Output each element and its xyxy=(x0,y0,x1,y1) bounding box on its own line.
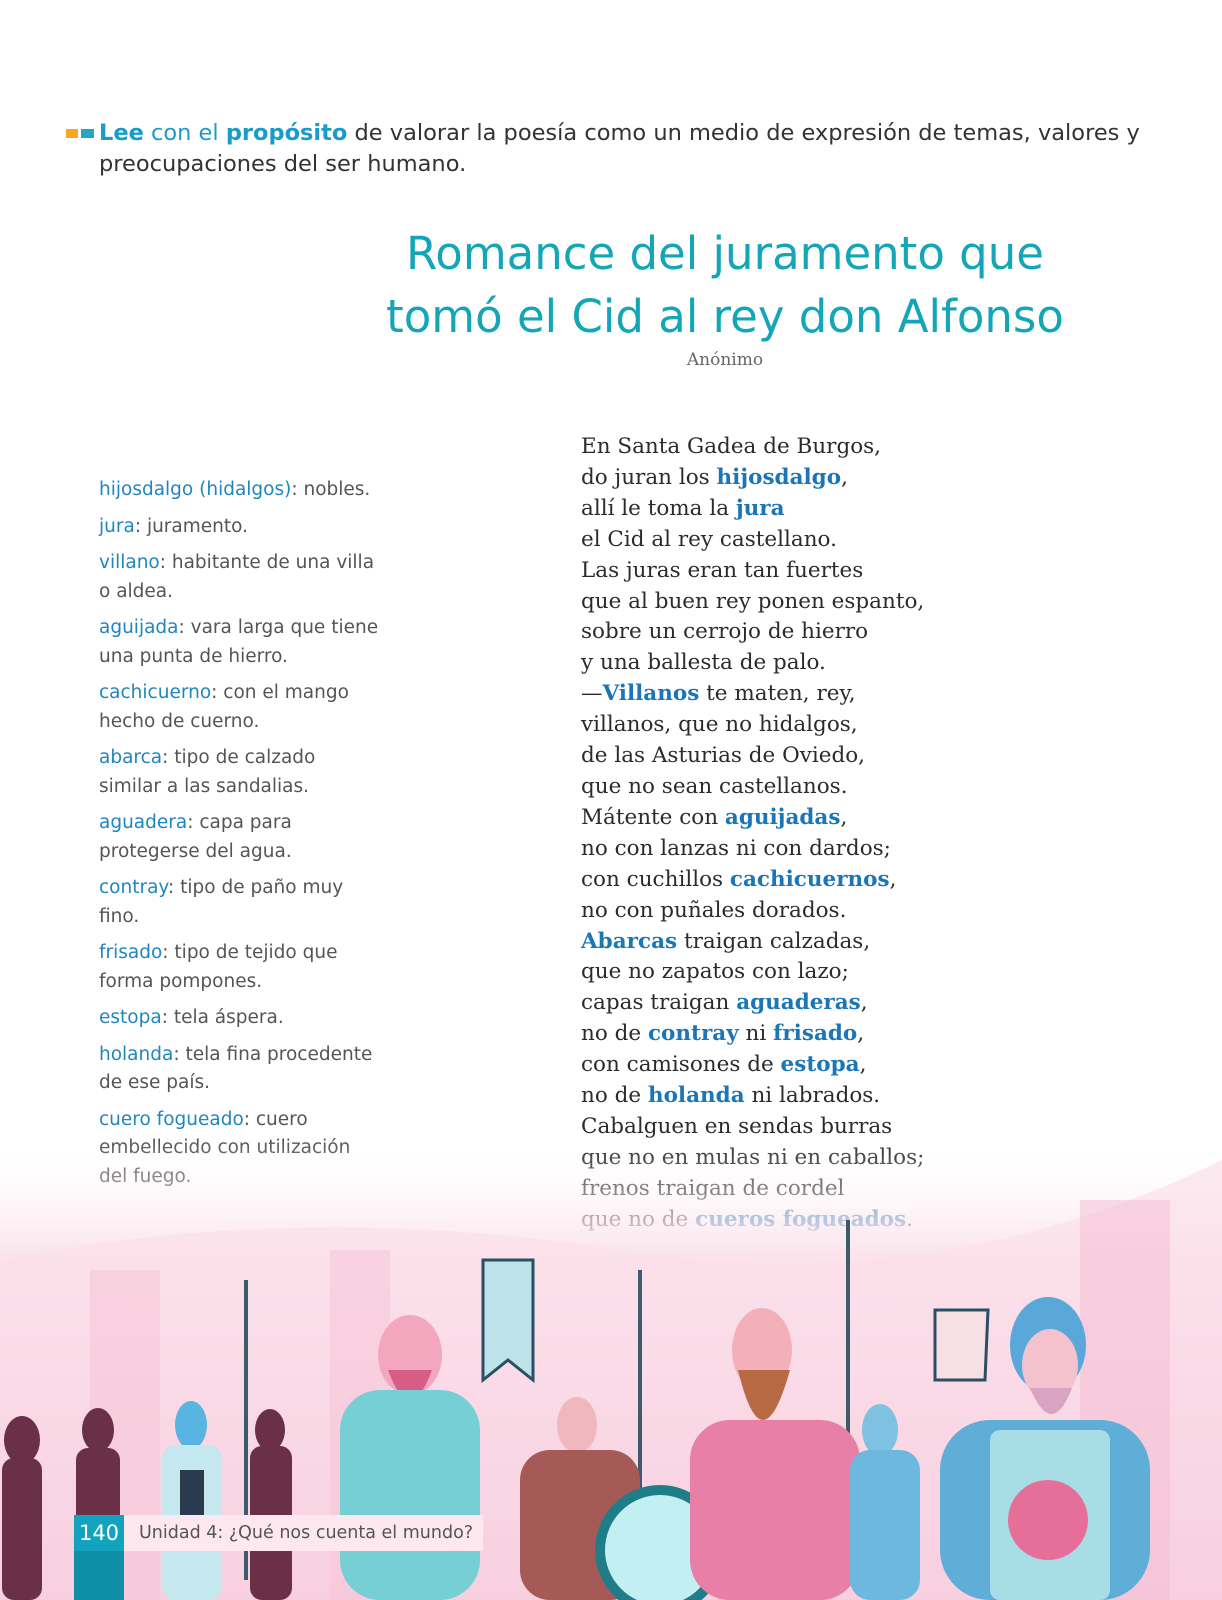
poem-text-segment: allí le toma la xyxy=(581,495,736,521)
poem-line xyxy=(581,957,981,988)
poem-line xyxy=(581,988,981,1019)
glossary-term: cuero fogueado xyxy=(99,1108,244,1130)
poem-text-segment: no de xyxy=(581,1083,648,1109)
glossary-definition: cuero xyxy=(255,1108,308,1130)
purpose-lee: Lee xyxy=(99,120,144,146)
poem-text-segment: de las Asturias de Oviedo, xyxy=(581,743,866,769)
glossary xyxy=(99,476,379,1199)
poem-text-segment: , xyxy=(889,866,897,892)
poem-text-segment: con camisones de xyxy=(581,1052,781,1078)
glossary-definition: con el mango hecho de cuerno. xyxy=(99,682,349,732)
poem-line xyxy=(581,463,981,494)
poem-title-line-1: Romance del juramento que xyxy=(406,227,1044,280)
poem-line xyxy=(581,741,981,772)
page-number: 140 xyxy=(74,1515,124,1551)
poem-line xyxy=(581,1019,981,1050)
glossary-colon: : xyxy=(173,1043,186,1065)
purpose-con-el: con el xyxy=(143,120,226,146)
poem-text-segment: — xyxy=(581,681,603,707)
poem-line xyxy=(581,556,981,587)
poem-text-segment: que no zapatos con lazo; xyxy=(581,959,849,985)
glossary-definition: habitante de una villa o aldea. xyxy=(99,552,375,602)
glossary-term: aguadera xyxy=(99,812,188,833)
poem-text-segment: el Cid al rey castellano. xyxy=(581,526,837,552)
glossary-entry xyxy=(99,744,379,801)
poem-text-segment: , xyxy=(859,1052,867,1078)
glossary-term: estopa xyxy=(99,1007,162,1028)
poem-text-segment: con cuchillos xyxy=(581,866,730,892)
glossary-colon: : xyxy=(291,479,304,500)
glossary-entry xyxy=(99,809,379,866)
poem-line xyxy=(581,525,981,556)
glossary-word: Villanos xyxy=(602,681,700,707)
glossary-word: frisado xyxy=(773,1021,858,1047)
poem-author: Anónimo xyxy=(686,350,764,370)
glossary-term: abarca xyxy=(99,747,163,768)
glossary-entry xyxy=(99,679,379,736)
glossary-colon: : xyxy=(243,1108,256,1130)
poem-text-segment: villanos, que no hidalgos, xyxy=(581,712,858,738)
glossary-definition: tipo de tejido que forma pompones. xyxy=(99,942,338,992)
glossary-word: cachicuernos xyxy=(729,866,890,892)
poem-text-segment: no con puñales dorados. xyxy=(581,897,847,923)
glossary-entry xyxy=(99,874,379,931)
glossary-term: cachicuerno xyxy=(99,682,212,703)
poem-text-segment: traigan calzadas, xyxy=(677,928,871,954)
poem-line xyxy=(581,896,981,927)
poem-line xyxy=(581,803,981,834)
poem-line xyxy=(581,1081,981,1112)
footer-strip xyxy=(74,1551,124,1600)
purpose-marker-icon xyxy=(66,129,94,138)
glossary-word: estopa xyxy=(780,1052,860,1078)
glossary-definition: tipo de calzado similar a las sandalias. xyxy=(99,747,316,797)
glossary-term: hijosdalgo (hidalgos) xyxy=(99,479,292,500)
glossary-term: villano xyxy=(99,552,160,573)
poem-text-segment: ni xyxy=(738,1021,774,1047)
poem-line xyxy=(581,617,981,648)
poem-text-segment: Cabalguen en sendas burras xyxy=(581,1113,893,1139)
poem-text-segment: do juran los xyxy=(581,464,717,490)
poem-line xyxy=(581,834,981,865)
poem-text xyxy=(581,432,981,1236)
glossary-word: aguijadas xyxy=(724,804,841,830)
glossary-definition: nobles. xyxy=(303,479,371,500)
glossary-colon: : xyxy=(162,942,175,963)
glossary-colon: : xyxy=(159,552,172,573)
poem-text-segment: , xyxy=(857,1021,865,1047)
glossary-word: jura xyxy=(735,495,785,521)
glossary-term: holanda xyxy=(99,1043,174,1065)
glossary-definition: tipo de paño muy fino. xyxy=(99,877,344,927)
glossary-definition: tela fina procedente de ese país. xyxy=(99,1043,373,1093)
glossary-definition: tela áspera. xyxy=(173,1007,284,1028)
glossary-entry xyxy=(99,939,379,996)
poem-line xyxy=(581,1050,981,1081)
poem-line xyxy=(581,772,981,803)
glossary-colon: : xyxy=(161,1007,174,1028)
glossary-colon: : xyxy=(211,682,224,703)
poem-text-segment: que al buen rey ponen espanto, xyxy=(581,588,925,614)
glossary-entry xyxy=(99,1041,379,1098)
glossary-colon: : xyxy=(134,515,147,537)
glossary-definition: juramento. xyxy=(146,515,249,537)
poem-text-segment: sobre un cerrojo de hierro xyxy=(581,619,869,645)
unit-label: Unidad 4: ¿Qué nos cuenta el mundo? xyxy=(124,1515,483,1551)
glossary-term: contray xyxy=(99,877,169,898)
poem-text-segment: y una ballesta de palo. xyxy=(581,650,826,676)
poem-text-segment: que no sean castellanos. xyxy=(581,773,848,799)
glossary-entry xyxy=(99,1004,379,1033)
poem-text-segment: capas traigan xyxy=(581,990,737,1016)
poem-text-segment: Mátente con xyxy=(581,804,725,830)
poem-line xyxy=(581,432,981,463)
poem-line xyxy=(581,648,981,679)
poem-text-segment: , xyxy=(841,464,848,490)
glossary-colon: : xyxy=(168,877,181,898)
poem-text-segment: , xyxy=(860,990,868,1016)
poem-text-segment: En Santa Gadea de Burgos, xyxy=(581,434,882,459)
poem-text-segment: te maten, rey, xyxy=(699,681,856,707)
poem-text-segment: ni labrados. xyxy=(744,1083,881,1109)
reading-purpose xyxy=(66,118,1156,180)
reading-purpose-text xyxy=(66,118,1156,180)
purpose-rest: de valorar la poesía como un medio de expresión de temas, valores y preocupaciones del ser humano. xyxy=(99,120,1140,177)
poem-text-segment: , xyxy=(840,804,848,830)
poem-line xyxy=(581,494,981,525)
glossary-word: contray xyxy=(647,1021,739,1047)
poem-title-line-2: tomó el Cid al rey don Alfonso xyxy=(386,290,1064,343)
glossary-entry xyxy=(99,549,379,606)
glossary-colon: : xyxy=(178,617,191,638)
glossary-word: hijosdalgo xyxy=(716,464,842,490)
poem-text-segment: Las juras eran tan fuertes xyxy=(581,557,864,583)
glossary-entry xyxy=(99,614,379,671)
glossary-definition: capa para protegerse del agua. xyxy=(99,812,292,862)
glossary-entry xyxy=(99,513,379,542)
glossary-word: Abarcas xyxy=(581,928,678,954)
glossary-colon: : xyxy=(162,747,175,768)
glossary-word: aguaderas xyxy=(736,990,861,1016)
glossary-term: aguijada xyxy=(99,617,179,638)
poem-line xyxy=(581,865,981,896)
glossary-entry xyxy=(99,476,379,505)
glossary-term: frisado xyxy=(99,942,163,963)
glossary-definition: vara larga que tiene una punta de hierro. xyxy=(99,617,379,667)
poem-line xyxy=(581,710,981,741)
poem-line xyxy=(581,587,981,618)
poem-text-segment: no de xyxy=(581,1021,648,1047)
poem-line xyxy=(581,1112,981,1143)
poem-line xyxy=(581,679,981,710)
glossary-colon: : xyxy=(187,812,200,833)
glossary-term: jura xyxy=(99,515,135,537)
glossary-word: holanda xyxy=(647,1083,745,1109)
poem-line xyxy=(581,927,981,958)
poem-text-segment: no con lanzas ni con dardos; xyxy=(581,835,891,861)
poem-title xyxy=(370,222,1080,348)
purpose-proposito: propósito xyxy=(225,120,348,146)
